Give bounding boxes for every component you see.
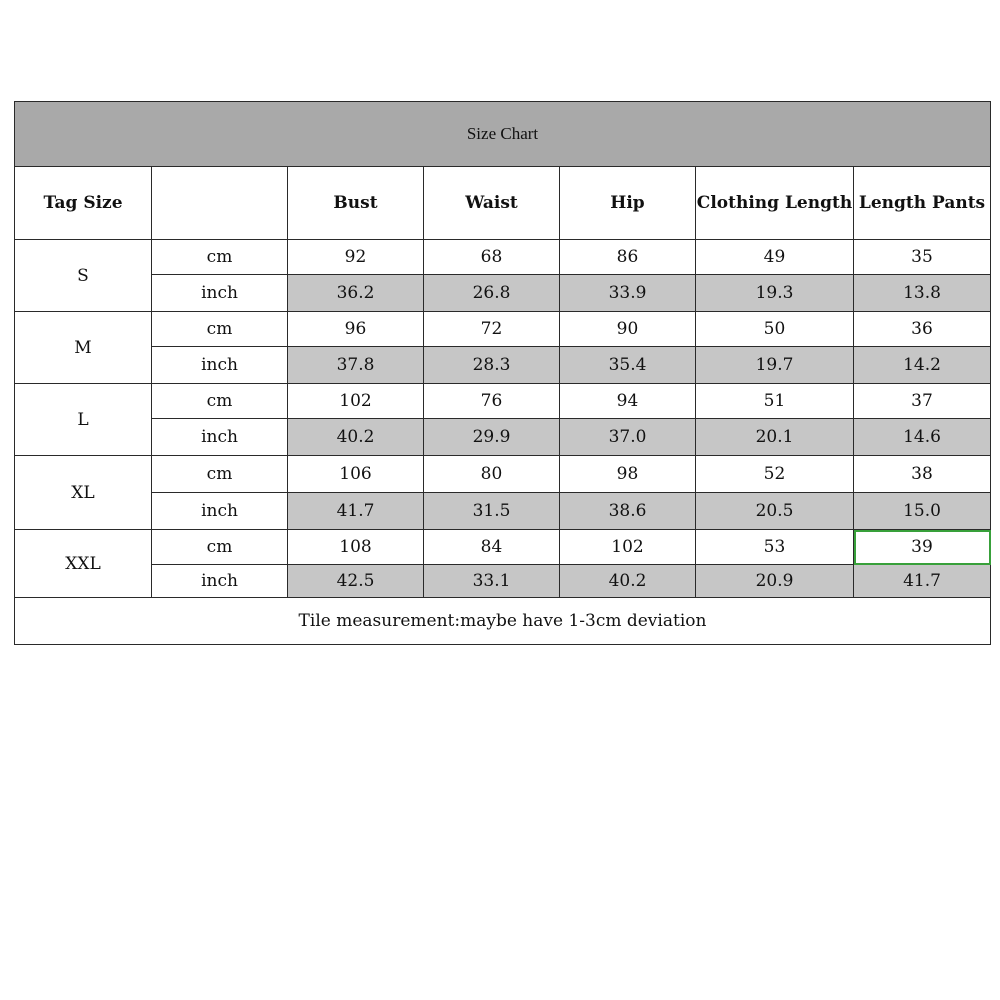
table-cell[interactable]: 20.5 [696,493,854,530]
table-cell[interactable]: 36 [854,312,991,347]
table-row [15,565,991,598]
table-cell[interactable]: 14.2 [854,347,991,384]
table-cell[interactable]: 40.2 [560,565,696,598]
chart-title: Size Chart [15,102,991,167]
size-chart-table [14,101,991,645]
table-cell[interactable]: 108 [288,530,424,565]
header-clothing-length: Clothing Length [696,167,854,240]
unit-label: inch [152,419,288,456]
unit-label: cm [152,530,288,565]
table-cell[interactable]: 86 [560,240,696,275]
table-cell[interactable]: 38 [854,456,991,493]
table-cell[interactable]: 94 [560,384,696,419]
table-cell[interactable]: 41.7 [288,493,424,530]
table-row [15,456,991,493]
header-waist: Waist [424,167,560,240]
measurement-note: Tile measurement:maybe have 1-3cm deviation [15,598,991,645]
table-row [15,347,991,384]
table-cell[interactable]: 102 [560,530,696,565]
table-cell[interactable]: 19.7 [696,347,854,384]
table-cell[interactable]: 92 [288,240,424,275]
table-cell[interactable]: 72 [424,312,560,347]
table-cell[interactable]: 68 [424,240,560,275]
selected-table-cell[interactable]: 39 [854,530,991,565]
table-cell[interactable]: 20.9 [696,565,854,598]
header-unit [152,167,288,240]
header-tag-size: Tag Size [15,167,152,240]
table-row [15,419,991,456]
table-cell[interactable]: 98 [560,456,696,493]
table-row [15,312,991,347]
table-cell[interactable]: 38.6 [560,493,696,530]
unit-label: inch [152,565,288,598]
table-cell[interactable]: 33.9 [560,275,696,312]
size-label: XL [15,456,152,530]
size-label: L [15,384,152,456]
table-cell[interactable]: 76 [424,384,560,419]
table-cell[interactable]: 80 [424,456,560,493]
size-chart-container [14,101,990,645]
table-cell[interactable]: 84 [424,530,560,565]
table-cell[interactable]: 50 [696,312,854,347]
table-cell[interactable]: 29.9 [424,419,560,456]
table-cell[interactable]: 37.0 [560,419,696,456]
unit-label: cm [152,456,288,493]
table-cell[interactable]: 19.3 [696,275,854,312]
table-cell[interactable]: 102 [288,384,424,419]
table-row [15,240,991,275]
table-cell[interactable]: 42.5 [288,565,424,598]
header-row [15,167,991,240]
table-cell[interactable]: 90 [560,312,696,347]
table-row [15,493,991,530]
table-cell[interactable]: 40.2 [288,419,424,456]
unit-label: inch [152,347,288,384]
table-cell[interactable]: 37.8 [288,347,424,384]
table-cell[interactable]: 26.8 [424,275,560,312]
size-label: S [15,240,152,312]
table-cell[interactable]: 20.1 [696,419,854,456]
table-cell[interactable]: 31.5 [424,493,560,530]
unit-label: cm [152,240,288,275]
table-cell[interactable]: 35 [854,240,991,275]
table-cell[interactable]: 35.4 [560,347,696,384]
size-label: M [15,312,152,384]
table-cell[interactable]: 41.7 [854,565,991,598]
header-bust: Bust [288,167,424,240]
table-cell[interactable]: 51 [696,384,854,419]
table-row [15,275,991,312]
unit-label: cm [152,384,288,419]
table-cell[interactable]: 14.6 [854,419,991,456]
table-cell[interactable]: 96 [288,312,424,347]
table-cell[interactable]: 15.0 [854,493,991,530]
table-cell[interactable]: 49 [696,240,854,275]
unit-label: inch [152,275,288,312]
table-cell[interactable]: 53 [696,530,854,565]
table-cell[interactable]: 106 [288,456,424,493]
table-row [15,384,991,419]
table-cell[interactable]: 28.3 [424,347,560,384]
table-cell[interactable]: 52 [696,456,854,493]
unit-label: inch [152,493,288,530]
table-row [15,530,991,565]
table-cell[interactable]: 37 [854,384,991,419]
unit-label: cm [152,312,288,347]
size-label: XXL [15,530,152,598]
header-length-pants: Length Pants [854,167,991,240]
table-cell[interactable]: 36.2 [288,275,424,312]
header-hip: Hip [560,167,696,240]
table-cell[interactable]: 13.8 [854,275,991,312]
table-cell[interactable]: 33.1 [424,565,560,598]
